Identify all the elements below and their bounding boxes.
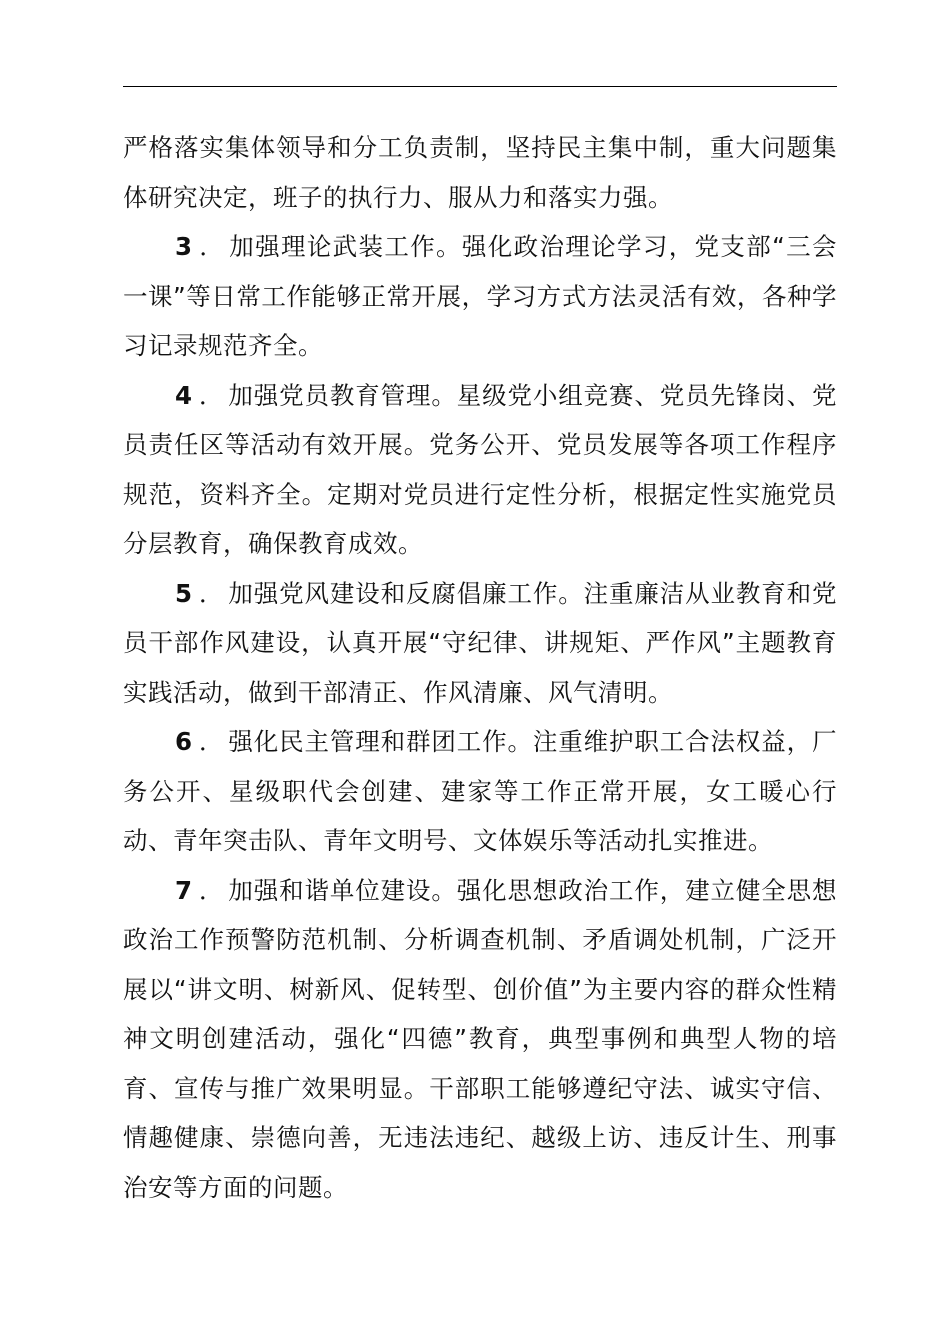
item-separator: ． [198, 232, 226, 261]
paragraph-text: 强化民主管理和群团工作。注重维护职工合法权益，厂务公开、星级职代会创建、建家等工作正常开展，女工暖心行动、青年突击队、青年文明号、文体娱乐等活动扎实推进。 [123, 727, 838, 855]
item-number: 3 [175, 232, 193, 261]
paragraph-text: 加强和谐单位建设。强化思想政治工作，建立健全思想政治工作预警防范机制、分析调查机制、矛盾调处机制，广泛开展以“讲文明、树新风、促转型、创价值”为主要内容的群众性精神文明创建活动，强化“四德”教育，典型事例和典型人物的培育、宣传与推广效果明显。干部职工能够遵纪守法、诚实守信、情趣健康、崇德向善，无违法违纪、越级上访、违反计生、刑事治安等方面的问题。 [123, 875, 838, 1202]
paragraph-item-4 [123, 371, 837, 569]
paragraph-text: 加强理论武装工作。强化政治理论学习，党支部“三会一课”等日常工作能够正常开展，学习方式方法灵活有效，各种学习记录规范齐全。 [123, 232, 837, 360]
item-separator: ． [198, 875, 225, 905]
paragraph-text: 加强党员教育管理。星级党小组竞赛、党员先锋岗、党员责任区等活动有效开展。党务公开、党员发展等各项工作程序规范，资料齐全。定期对党员进行定性分析，根据定性实施党员分层教育，确保教育成效。 [123, 380, 838, 558]
document-body [123, 123, 837, 1212]
item-number: 4 [175, 380, 193, 410]
paragraph-item-6 [123, 717, 837, 866]
paragraph-item-3 [123, 222, 837, 371]
paragraph-item-5 [123, 569, 837, 718]
item-separator: ． [198, 578, 225, 608]
item-number: 5 [175, 578, 193, 608]
paragraph-text: 加强党风建设和反腐倡廉工作。注重廉洁从业教育和党员干部作风建设，认真开展“守纪律、讲规矩、严作风”主题教育实践活动，做到干部清正、作风清廉、风气清明。 [123, 578, 838, 707]
header-rule [123, 86, 837, 87]
item-separator: ． [198, 380, 225, 410]
paragraph-continuation [123, 123, 837, 222]
item-separator: ． [198, 727, 225, 756]
item-number: 7 [175, 875, 193, 905]
paragraph-text: 严格落实集体领导和分工负责制，坚持民主集中制，重大问题集体研究决定，班子的执行力、服从力和落实力强。 [123, 133, 837, 212]
paragraph-item-7 [123, 866, 837, 1213]
item-number: 6 [175, 727, 193, 756]
